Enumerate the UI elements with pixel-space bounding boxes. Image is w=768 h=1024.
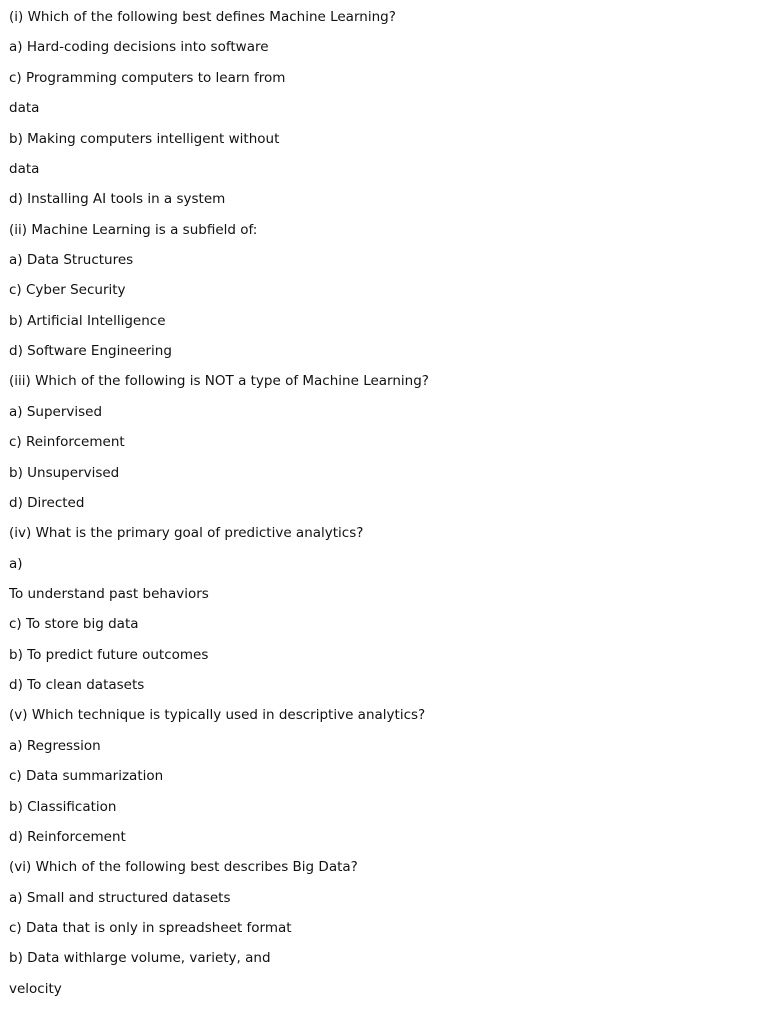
question-3-option-c: c) Reinforcement: [9, 434, 125, 450]
question-1-text: (i) Which of the following best defines Machine Learning?: [9, 9, 396, 25]
question-1-option-a: a) Hard-coding decisions into software: [9, 39, 269, 55]
question-4-text: (iv) What is the primary goal of predictive analytics?: [9, 525, 364, 541]
question-4-option-b: b) To predict future outcomes: [9, 647, 209, 663]
question-4-option-d: d) To clean datasets: [9, 677, 145, 693]
question-5-option-b: b) Classification: [9, 799, 117, 815]
question-5-option-d: d) Reinforcement: [9, 829, 126, 845]
question-1-option-b: b) Making computers intelligent without: [9, 131, 280, 147]
question-3-option-d: d) Directed: [9, 495, 85, 511]
question-4-option-c: c) To store big data: [9, 616, 139, 632]
question-2-option-a: a) Data Structures: [9, 252, 134, 268]
question-6-option-c: c) Data that is only in spreadsheet format: [9, 920, 292, 936]
question-6-option-a: a) Small and structured datasets: [9, 890, 231, 906]
question-1-option-b-cont: data: [9, 161, 40, 177]
question-3-option-a: a) Supervised: [9, 404, 103, 420]
question-2-text: (ii) Machine Learning is a subfield of:: [9, 222, 258, 238]
question-6-option-b: b) Data withlarge volume, variety, and: [9, 950, 271, 966]
question-2-option-d: d) Software Engineering: [9, 343, 172, 359]
question-5-option-a: a) Regression: [9, 738, 101, 754]
question-6-option-b-cont: velocity: [9, 981, 62, 997]
question-4-option-a-cont: To understand past behaviors: [9, 586, 209, 602]
question-6-text: (vi) Which of the following best describes Big Data?: [9, 859, 358, 875]
question-4-option-a: a): [9, 556, 23, 572]
question-3-option-b: b) Unsupervised: [9, 465, 120, 481]
question-3-text: (iii) Which of the following is NOT a type of Machine Learning?: [9, 373, 429, 389]
question-2-option-c: c) Cyber Security: [9, 282, 126, 298]
question-1-option-c-cont: data: [9, 100, 40, 116]
question-5-option-c: c) Data summarization: [9, 768, 164, 784]
question-5-text: (v) Which technique is typically used in descriptive analytics?: [9, 707, 426, 723]
question-1-option-c: c) Programming computers to learn from: [9, 70, 286, 86]
question-1-option-d: d) Installing AI tools in a system: [9, 191, 226, 207]
question-2-option-b: b) Artificial Intelligence: [9, 313, 166, 329]
